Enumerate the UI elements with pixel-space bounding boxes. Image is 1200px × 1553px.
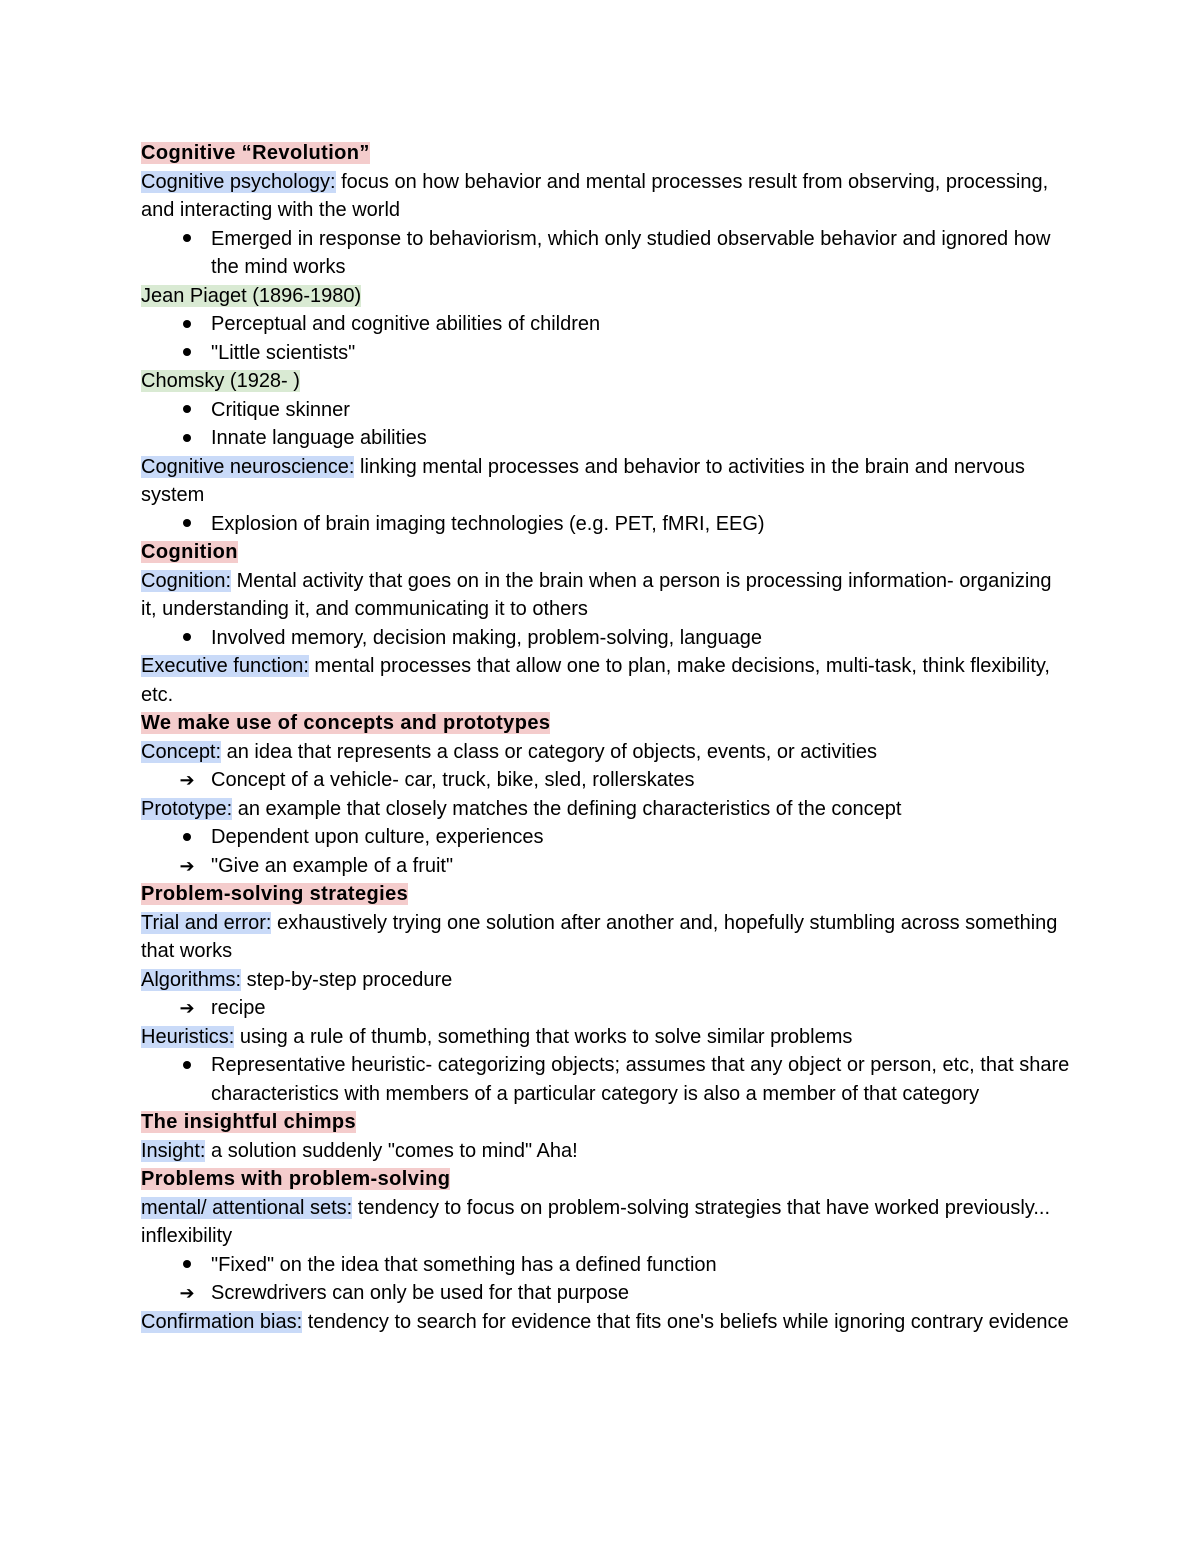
list-item-text: Emerged in response to behaviorism, which only studied observable behavior and ignored how the mind works <box>211 227 1051 278</box>
definition-line <box>141 1023 1071 1052</box>
section-heading <box>141 538 1071 567</box>
definition-text: focus on how behavior and mental processes result from observing, processing, and interacting with the world <box>141 170 1049 221</box>
list-item <box>141 396 1071 425</box>
term-label: Heuristics: <box>141 1025 235 1048</box>
list-item-text: Screwdrivers can only be used for that purpose <box>211 1282 629 1304</box>
list-item <box>141 510 1071 539</box>
list-item <box>141 1279 1071 1308</box>
term-label: Executive function: <box>141 655 309 677</box>
person-name: Jean Piaget (1896-1980) <box>141 284 362 307</box>
bullet-dot-icon <box>177 225 197 254</box>
person-name: Chomsky (1928- ) <box>141 370 300 392</box>
bullet-dot-icon <box>177 510 197 539</box>
section-heading <box>141 880 1071 909</box>
bullet-dot-icon <box>177 624 197 653</box>
section-heading-text: Cognitive “Revolution” <box>141 142 370 164</box>
section-heading-text: Problem-solving strategies <box>141 883 409 905</box>
term-label: mental/ attentional sets: <box>141 1196 353 1219</box>
list-item <box>141 994 1071 1023</box>
bullet-dot-icon <box>177 339 197 368</box>
section-heading-text: We make use of concepts and prototypes <box>141 712 551 734</box>
section-heading <box>141 1108 1071 1137</box>
term-label: Cognitive psychology: <box>141 170 336 193</box>
term-label: Trial and error: <box>141 911 272 934</box>
definition-line <box>141 966 1071 995</box>
term-label: Insight: <box>141 1139 206 1162</box>
term-label: Algorithms: <box>141 968 242 991</box>
definition-text: linking mental processes and behavior to activities in the brain and nervous system <box>141 455 1025 506</box>
definition-text: tendency to search for evidence that fits one's beliefs while ignoring contrary evidence <box>302 1310 1069 1333</box>
section-heading-text: Cognition <box>141 541 238 563</box>
list-item-text: Perceptual and cognitive abilities of children <box>211 313 601 335</box>
definition-text: Mental activity that goes on in the brain when a person is processing information- organizing it, understanding it, and communicating it to others <box>141 569 1052 620</box>
definition-text: exhaustively trying one solution after another and, hopefully stumbling across something that works <box>141 911 1058 962</box>
bullet-dot-icon <box>177 396 197 425</box>
person-line <box>141 282 1071 311</box>
definition-text: an idea that represents a class or category of objects, events, or activities <box>221 740 877 763</box>
section-heading-text: The insightful chimps <box>141 1111 357 1133</box>
list-item-text: "Give an example of a fruit" <box>211 854 454 877</box>
list-item <box>141 852 1071 881</box>
definition-text: mental processes that allow one to plan, make decisions, multi-task, think flexibility, etc. <box>141 655 1050 706</box>
bullet-dot-icon <box>177 1251 197 1280</box>
arrow-bullet-icon: ➔ <box>179 770 195 790</box>
term-label: Cognition: <box>141 569 232 592</box>
list-item <box>141 823 1071 852</box>
list-item-text: Representative heuristic- categorizing objects; assumes that any object or person, etc, that share characteristics with members of a particular category is also a member of that category <box>211 1054 1070 1105</box>
arrow-bullet-icon: ➔ <box>179 1283 195 1303</box>
bullet-dot-icon <box>177 310 197 339</box>
person-line <box>141 367 1071 396</box>
definition-text: tendency to focus on problem-solving strategies that have worked previously... inflexibility <box>141 1196 1051 1247</box>
definition-line <box>141 168 1071 225</box>
definition-line <box>141 738 1071 767</box>
list-item-text: Concept of a vehicle- car, truck, bike, sled, rollerskates <box>211 769 695 791</box>
definition-line <box>141 567 1071 624</box>
list-item-text: "Little scientists" <box>211 341 356 364</box>
list-item-text: "Fixed" on the idea that something has a defined function <box>211 1253 717 1276</box>
bullet-dot-icon <box>177 1051 197 1080</box>
list-item <box>141 225 1071 282</box>
bullet-dot-icon <box>177 424 197 453</box>
notes-content <box>141 139 1071 1336</box>
list-item-text: Involved memory, decision making, problem-solving, language <box>211 626 763 649</box>
definition-line <box>141 1308 1071 1337</box>
list-item <box>141 624 1071 653</box>
definition-text: an example that closely matches the defining characteristics of the concept <box>232 797 902 820</box>
list-item <box>141 310 1071 339</box>
definition-line <box>141 909 1071 966</box>
list-item <box>141 339 1071 368</box>
section-heading <box>141 139 1071 168</box>
term-label: Concept: <box>141 740 222 763</box>
definition-line <box>141 1194 1071 1251</box>
list-item-text: recipe <box>211 997 266 1019</box>
definition-text: step-by-step procedure <box>241 968 453 991</box>
list-item-text: Dependent upon culture, experiences <box>211 826 544 848</box>
list-item <box>141 766 1071 795</box>
list-item <box>141 1051 1071 1108</box>
definition-line <box>141 1137 1071 1166</box>
bullet-dot-icon <box>177 823 197 852</box>
definition-text: a solution suddenly "comes to mind" Aha! <box>205 1139 578 1162</box>
term-label: Prototype: <box>141 797 233 820</box>
section-heading <box>141 1165 1071 1194</box>
arrow-bullet-icon: ➔ <box>179 998 195 1018</box>
section-heading-text: Problems with problem-solving <box>141 1168 451 1190</box>
list-item <box>141 424 1071 453</box>
term-label: Cognitive neuroscience: <box>141 455 355 478</box>
definition-line <box>141 652 1071 709</box>
section-heading <box>141 709 1071 738</box>
list-item-text: Critique skinner <box>211 398 350 421</box>
term-label: Confirmation bias: <box>141 1310 303 1333</box>
definition-text: using a rule of thumb, something that works to solve similar problems <box>234 1025 853 1048</box>
arrow-bullet-icon: ➔ <box>179 855 195 876</box>
definition-line <box>141 795 1071 824</box>
list-item <box>141 1251 1071 1280</box>
list-item-text: Innate language abilities <box>211 427 427 449</box>
definition-line <box>141 453 1071 510</box>
list-item-text: Explosion of brain imaging technologies (e.g. PET, fMRI, EEG) <box>211 512 765 535</box>
